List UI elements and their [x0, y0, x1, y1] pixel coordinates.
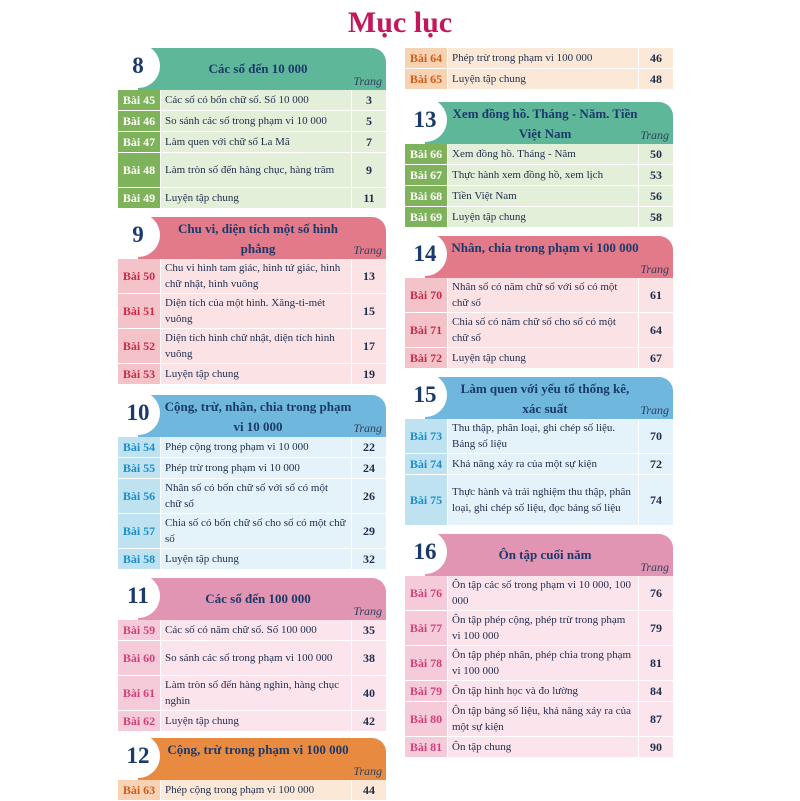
- lesson-row: [405, 454, 673, 475]
- lesson-number: Bài 53: [118, 364, 161, 384]
- lesson-number: Bài 55: [118, 458, 161, 478]
- lesson-title: Thu thập, phân loại, ghi chép số liệu. Bảng số liệu: [448, 419, 639, 453]
- lesson-row: [405, 278, 673, 313]
- page-column-label: Trang: [640, 128, 669, 142]
- lesson-number: Bài 63: [118, 780, 161, 800]
- page-column-label: Trang: [353, 764, 382, 778]
- lesson-row: [118, 676, 386, 711]
- lesson-number: Bài 66: [405, 144, 448, 164]
- lesson-title: Nhân số có năm chữ số với số có một chữ số: [448, 278, 639, 312]
- lesson-number: Bài 49: [118, 188, 161, 208]
- lesson-title: Chu vi hình tam giác, hình tứ giác, hình chữ nhật, hình vuông: [161, 259, 352, 293]
- lesson-row: [405, 611, 673, 646]
- lesson-page: 46: [639, 48, 673, 68]
- lesson-number: Bài 56: [118, 479, 161, 513]
- lesson-row: [405, 702, 673, 737]
- lesson-number: Bài 52: [118, 329, 161, 363]
- lesson-title: Luyện tập chung: [161, 711, 352, 731]
- lesson-row: [405, 48, 673, 69]
- lesson-title: Luyện tập chung: [448, 207, 639, 227]
- lesson-title: Phép cộng trong phạm vi 100 000: [161, 780, 352, 800]
- page-column-label: Trang: [640, 560, 669, 574]
- lesson-page: 13: [352, 259, 386, 293]
- lesson-row: [118, 514, 386, 549]
- chapter-header: [126, 395, 386, 437]
- lesson-number: Bài 45: [118, 90, 161, 110]
- lesson-page: 84: [639, 681, 673, 701]
- lesson-title: Khả năng xảy ra của một sự kiện: [448, 454, 639, 474]
- lesson-page: 9: [352, 153, 386, 187]
- chapter-number: 12: [116, 734, 160, 778]
- lesson-row: [405, 737, 673, 758]
- chapter-number: 14: [403, 232, 447, 276]
- lesson-page: 17: [352, 329, 386, 363]
- lesson-title: Luyện tập chung: [161, 549, 352, 569]
- lesson-number: Bài 71: [405, 313, 448, 347]
- lesson-row: [405, 69, 673, 90]
- chapter-number: 16: [403, 530, 447, 574]
- lesson-title: Ôn tập các số trong phạm vi 10 000, 100 000: [448, 576, 639, 610]
- chapter-10: [118, 395, 386, 570]
- lesson-title: Phép trừ trong phạm vi 10 000: [161, 458, 352, 478]
- chapter-9: [118, 217, 386, 385]
- page-column-label: Trang: [353, 604, 382, 618]
- lesson-row: [118, 111, 386, 132]
- lesson-page: 81: [639, 646, 673, 680]
- lesson-number: Bài 76: [405, 576, 448, 610]
- lesson-title: Các số có năm chữ số. Số 100 000: [161, 620, 352, 640]
- lesson-number: Bài 48: [118, 153, 161, 187]
- lesson-title: Ôn tập phép nhân, phép chia trong phạm vi 100 000: [448, 646, 639, 680]
- chapter-number: 15: [403, 373, 447, 417]
- lesson-number: Bài 67: [405, 165, 448, 185]
- lesson-title: Luyện tập chung: [161, 364, 352, 384]
- lesson-number: Bài 59: [118, 620, 161, 640]
- lesson-page: 19: [352, 364, 386, 384]
- chapter-number: 9: [116, 213, 160, 257]
- lesson-row: [118, 132, 386, 153]
- chapter-14: [405, 236, 673, 369]
- lesson-row: [118, 458, 386, 479]
- lesson-row: [405, 144, 673, 165]
- lesson-page: 76: [639, 576, 673, 610]
- lesson-page: 32: [352, 549, 386, 569]
- chapter-title: Các số đến 100 000: [205, 591, 311, 606]
- lesson-page: 42: [352, 711, 386, 731]
- lesson-number: Bài 70: [405, 278, 448, 312]
- lesson-page: 7: [352, 132, 386, 152]
- lesson-page: 29: [352, 514, 386, 548]
- lesson-title: So sánh các số trong phạm vi 10 000: [161, 111, 352, 131]
- chapter-12-continued: [405, 48, 673, 90]
- chapter-header: [413, 102, 673, 144]
- lesson-page: 24: [352, 458, 386, 478]
- lesson-page: 67: [639, 348, 673, 368]
- page-title: Mục lục: [347, 6, 453, 39]
- chapter-header: [126, 738, 386, 780]
- lesson-row: [118, 364, 386, 385]
- lesson-page: 15: [352, 294, 386, 328]
- lesson-row: [118, 549, 386, 570]
- lesson-row: [405, 313, 673, 348]
- lesson-page: 40: [352, 676, 386, 710]
- lesson-row: [118, 329, 386, 364]
- lesson-title: Làm tròn số đến hàng nghìn, hàng chục nghìn: [161, 676, 352, 710]
- chapter-number: 10: [116, 391, 160, 435]
- page-column-label: Trang: [353, 421, 382, 435]
- chapter-title: Chu vi, diện tích một số hình phẳng: [177, 221, 338, 256]
- lesson-number: Bài 58: [118, 549, 161, 569]
- lesson-number: Bài 72: [405, 348, 448, 368]
- lesson-number: Bài 73: [405, 419, 448, 453]
- lesson-row: [118, 479, 386, 514]
- lesson-number: Bài 80: [405, 702, 448, 736]
- lesson-number: Bài 65: [405, 69, 448, 89]
- lesson-number: Bài 60: [118, 641, 161, 675]
- chapter-11: [118, 578, 386, 732]
- lesson-page: 5: [352, 111, 386, 131]
- lesson-number: Bài 64: [405, 48, 448, 68]
- lesson-title: Ôn tập chung: [448, 737, 639, 757]
- lesson-page: 53: [639, 165, 673, 185]
- chapter-title: Các số đến 10 000: [208, 61, 308, 76]
- page-column-label: Trang: [640, 262, 669, 276]
- chapter-title: Cộng, trừ, nhân, chia trong phạm vi 10 000: [164, 399, 352, 434]
- lesson-row: [118, 780, 386, 801]
- chapter-header: [132, 48, 386, 90]
- chapter-8: [118, 48, 386, 209]
- lesson-title: Làm quen với chữ số La Mã: [161, 132, 352, 152]
- lesson-number: Bài 77: [405, 611, 448, 645]
- lesson-number: Bài 69: [405, 207, 448, 227]
- lesson-page: 58: [639, 207, 673, 227]
- lesson-title: Luyện tập chung: [161, 188, 352, 208]
- lesson-title: Ôn tập hình học và đo lường: [448, 681, 639, 701]
- chapter-12: [118, 738, 386, 801]
- lesson-page: 61: [639, 278, 673, 312]
- chapter-title: Xem đồng hồ. Tháng - Năm. Tiền Việt Nam: [452, 106, 638, 141]
- lesson-number: Bài 57: [118, 514, 161, 548]
- lesson-number: Bài 68: [405, 186, 448, 206]
- chapter-number: 11: [116, 574, 160, 618]
- lesson-number: Bài 54: [118, 437, 161, 457]
- chapter-header: [132, 217, 386, 259]
- lesson-row: [118, 620, 386, 641]
- lesson-number: Bài 74: [405, 454, 448, 474]
- lesson-number: Bài 79: [405, 681, 448, 701]
- lesson-page: 48: [639, 69, 673, 89]
- lesson-row: [118, 711, 386, 732]
- chapter-header: [413, 236, 673, 278]
- lesson-number: Bài 61: [118, 676, 161, 710]
- lesson-title: Luyện tập chung: [448, 69, 639, 89]
- lesson-page: 22: [352, 437, 386, 457]
- page-column-label: Trang: [640, 403, 669, 417]
- chapter-header: [413, 377, 673, 419]
- lesson-page: 50: [639, 144, 673, 164]
- lesson-page: 87: [639, 702, 673, 736]
- lesson-title: Làm tròn số đến hàng chục, hàng trăm: [161, 153, 352, 187]
- lesson-row: [118, 188, 386, 209]
- chapter-title: Làm quen với yếu tố thống kê, xác suất: [460, 381, 630, 416]
- chapter-16: [405, 534, 673, 758]
- lesson-page: 56: [639, 186, 673, 206]
- chapter-title: Cộng, trừ trong phạm vi 100 000: [167, 742, 349, 757]
- chapter-header: [413, 534, 673, 576]
- lesson-title: Luyện tập chung: [448, 348, 639, 368]
- lesson-title: Thực hành xem đồng hồ, xem lịch: [448, 165, 639, 185]
- lesson-title: Ôn tập bảng số liệu, khả năng xảy ra của một sự kiện: [448, 702, 639, 736]
- lesson-title: Tiền Việt Nam: [448, 186, 639, 206]
- lesson-page: 11: [352, 188, 386, 208]
- lesson-page: 44: [352, 780, 386, 800]
- lesson-title: Diện tích hình chữ nhật, diện tích hình vuông: [161, 329, 352, 363]
- lesson-row: [118, 259, 386, 294]
- chapter-15: [405, 377, 673, 526]
- lesson-row: [405, 165, 673, 186]
- lesson-number: Bài 81: [405, 737, 448, 757]
- lesson-row: [405, 576, 673, 611]
- page-column-label: Trang: [353, 243, 382, 257]
- lesson-number: Bài 47: [118, 132, 161, 152]
- lesson-number: Bài 62: [118, 711, 161, 731]
- page-column-label: Trang: [353, 74, 382, 88]
- chapter-number: 8: [116, 44, 160, 88]
- lesson-title: Chia số có năm chữ số cho số có một chữ số: [448, 313, 639, 347]
- lesson-title: Các số có bốn chữ số. Số 10 000: [161, 90, 352, 110]
- lesson-title: Thực hành và trải nghiệm thu thập, phân loại, ghi chép số liệu, đọc bảng số liệu: [448, 475, 639, 525]
- lesson-row: [118, 90, 386, 111]
- lesson-page: 38: [352, 641, 386, 675]
- lesson-row: [405, 646, 673, 681]
- lesson-row: [118, 437, 386, 458]
- lesson-title: Phép trừ trong phạm vi 100 000: [448, 48, 639, 68]
- lesson-row: [118, 153, 386, 188]
- lesson-title: Ôn tập phép cộng, phép trừ trong phạm vi 100 000: [448, 611, 639, 645]
- lesson-row: [405, 681, 673, 702]
- chapter-number: 13: [403, 98, 447, 142]
- chapter-13: [405, 102, 673, 228]
- lesson-page: 70: [639, 419, 673, 453]
- lesson-number: Bài 75: [405, 475, 448, 525]
- lesson-page: 64: [639, 313, 673, 347]
- lesson-row: [118, 294, 386, 329]
- chapter-header: [127, 578, 386, 620]
- lesson-title: Chia số có bốn chữ số cho số có một chữ số: [161, 514, 352, 548]
- lesson-row: [405, 348, 673, 369]
- lesson-page: 72: [639, 454, 673, 474]
- lesson-row: [405, 419, 673, 454]
- lesson-row: [405, 207, 673, 228]
- lesson-title: Phép cộng trong phạm vi 10 000: [161, 437, 352, 457]
- lesson-page: 26: [352, 479, 386, 513]
- lesson-number: Bài 50: [118, 259, 161, 293]
- lesson-title: So sánh các số trong phạm vi 100 000: [161, 641, 352, 675]
- lesson-title: Nhân số có bốn chữ số với số có một chữ số: [161, 479, 352, 513]
- chapter-title: Ôn tập cuối năm: [498, 547, 592, 562]
- lesson-title: Xem đồng hồ. Tháng - Năm: [448, 144, 639, 164]
- lesson-row: [118, 641, 386, 676]
- lesson-number: Bài 51: [118, 294, 161, 328]
- lesson-row: [405, 186, 673, 207]
- lesson-number: Bài 78: [405, 646, 448, 680]
- lesson-page: 90: [639, 737, 673, 757]
- lesson-page: 3: [352, 90, 386, 110]
- lesson-number: Bài 46: [118, 111, 161, 131]
- chapter-title: Nhân, chia trong phạm vi 100 000: [451, 240, 639, 255]
- lesson-title: Diện tích của một hình. Xăng-ti-mét vuông: [161, 294, 352, 328]
- lesson-page: 79: [639, 611, 673, 645]
- lesson-page: 35: [352, 620, 386, 640]
- lesson-row: [405, 475, 673, 526]
- lesson-page: 74: [639, 475, 673, 525]
